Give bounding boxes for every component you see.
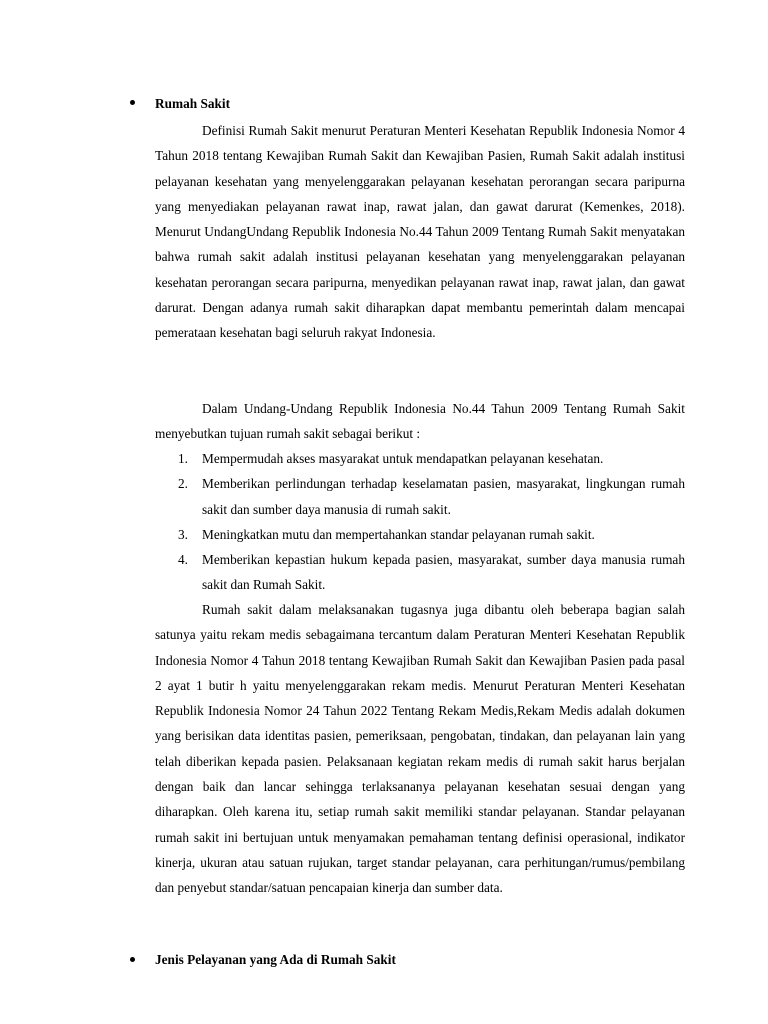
section-heading-rumah-sakit: Rumah Sakit (155, 96, 231, 111)
list-item (155, 446, 685, 471)
list-item-number: 2. (178, 476, 188, 492)
paragraph-tujuan-intro-text: Dalam Undang-Undang Republik Indonesia No.44 Tahun 2009 Tentang Rumah Sakit menyebutkan tujuan rumah sakit sebagai berikut : (155, 401, 685, 442)
list-item-number: 4. (178, 552, 188, 568)
list-item-text: Memberikan perlindungan terhadap keselamatan pasien, masyarakat, lingkungan rumah sakit dan sumber daya manusia di rumah sakit. (202, 476, 685, 517)
list-item-number: 3. (178, 526, 188, 542)
paragraph-rekam-medis (155, 597, 685, 901)
list-item (155, 471, 685, 522)
bullet-icon (130, 100, 135, 105)
paragraph-definisi-text: Definisi Rumah Sakit menurut Peraturan Menteri Kesehatan Republik Indonesia Nomor 4 Tahun 2018 tentang Kewajiban Rumah Sakit dan Kewajiban Pasien, Rumah Sakit adalah institusi pelayanan kesehatan yang menyelenggarakan pelayanan kesehatan perorangan secara paripurna yang menyediakan pelayanan rawat inap, rawat jalan, dan gawat darurat (Kemenkes, 2018). Menurut UndangUndang Republik Indonesia No.44 Tahun 2009 Tentang Rumah Sakit menyatakan bahwa rumah sakit adalah institusi pelayanan kesehatan yang menyelenggarakan pelayanan kesehatan perorangan secara paripurna, menyedikan pelayanan rawat inap, rawat jalan, dan gawat darurat. Dengan adanya rumah sakit diharapkan dapat membantu pemerintah dalam mencapai pemerataan kesehatan bagi seluruh rakyat Indonesia. (155, 123, 685, 341)
paragraph-rekam-medis-text: Rumah sakit dalam melaksanakan tugasnya juga dibantu oleh beberapa bagian salah satunya yaitu rekam medis sebagaimana tercantum dalam Peraturan Menteri Kesehatan Republik Indonesia Nomor 4 Tahun 2018 tentang Kewajiban Rumah Sakit dan Kewajiban Pasien pada pasal 2 ayat 1 butir h yaitu menyelenggarakan rekam medis. Menurut Peraturan Menteri Kesehatan Republik Indonesia Nomor 24 Tahun 2022 Tentang Rekam Medis,Rekam Medis adalah dokumen yang berisikan data identitas pasien, pemeriksaan, pengobatan, tindakan, dan pelayanan lain yang telah diberikan kepada pasien. Pelaksanaan kegiatan rekam medis di rumah sakit harus berjalan dengan baik dan lancar sehingga terlaksananya pelayanan kesehatan sesuai dengan yang diharapkan. Oleh karena itu, setiap rumah sakit memiliki standar pelayanan. Standar pelayanan rumah sakit ini bertujuan untuk menyamakan pemahaman tentang definisi operasional, indikator kinerja, ukuran atau satuan rujukan, target standar pelayanan, cara perhitungan/rumus/pembilang dan penyebut standar/satuan pencapaian kinerja dan sumber data. (155, 602, 685, 896)
section-heading-jenis-pelayanan: Jenis Pelayanan yang Ada di Rumah Sakit (155, 952, 396, 967)
list-item-text: Mempermudah akses masyarakat untuk mendapatkan pelayanan kesehatan. (202, 451, 604, 466)
list-item (155, 547, 685, 598)
list-item-number: 1. (178, 451, 188, 466)
list-item (155, 522, 685, 547)
tujuan-list (155, 446, 685, 598)
paragraph-tujuan-intro (155, 396, 685, 447)
paragraph-definisi (155, 118, 685, 346)
list-item-text: Memberikan kepastian hukum kepada pasien, masyarakat, sumber daya manusia rumah sakit dan Rumah Sakit. (202, 552, 685, 593)
bullet-icon (130, 957, 135, 962)
list-item-text: Meningkatkan mutu dan mempertahankan standar pelayanan rumah sakit. (202, 526, 595, 542)
